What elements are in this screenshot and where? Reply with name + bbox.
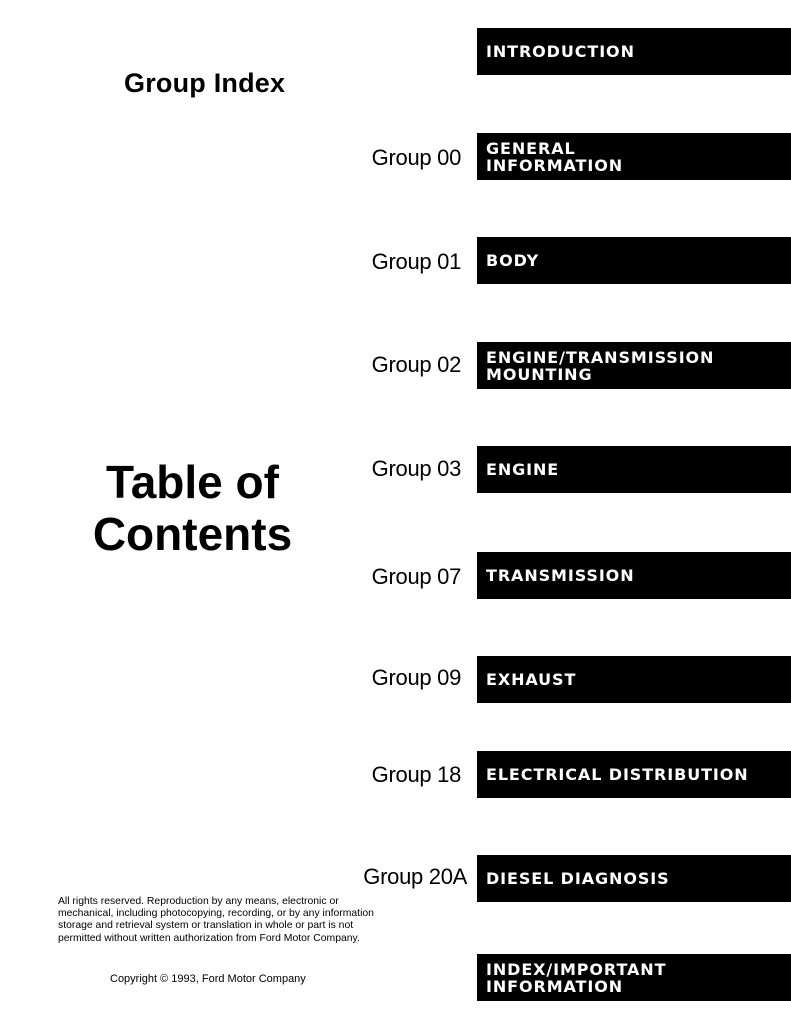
group-label-07: Group 07	[371, 564, 461, 589]
tab-label-line-1: GENERAL	[486, 138, 576, 158]
tab-introduction[interactable]	[477, 28, 791, 75]
tab-label-line-1: INDEX/IMPORTANT	[486, 959, 667, 979]
tab-label-line-1: ENGINE/TRANSMISSION	[486, 347, 715, 367]
tab-exhaust[interactable]	[477, 656, 791, 703]
tab-label-line-2: INFORMATION	[486, 976, 624, 996]
tab-label-line-2: INFORMATION	[486, 155, 624, 175]
group-label-02: Group 02	[371, 352, 461, 377]
group-label-09: Group 09	[371, 665, 461, 690]
tab-transmission[interactable]	[477, 552, 791, 599]
tab-electrical-distribution[interactable]	[477, 751, 791, 798]
group-label-00: Group 00	[371, 145, 461, 170]
legal-notice: All rights reserved. Reproduction by any means, electronic or mechanical, including photocopying, recording, or by any information storage and retrieval system or translation in whole or part is not permitted without written authorization from Ford Motor Company.	[58, 896, 374, 944]
group-label-20a: Group 20A	[363, 864, 467, 889]
group-label-03: Group 03	[371, 456, 461, 481]
tab-label: ENGINE	[486, 460, 560, 479]
copyright-notice: Copyright © 1993, Ford Motor Company	[110, 973, 306, 985]
tab-label: BODY	[486, 251, 540, 270]
tab-label: TRANSMISSION	[486, 566, 635, 585]
tab-label: EXHAUST	[486, 670, 577, 689]
group-label-01: Group 01	[371, 249, 461, 274]
tab-engine-transmission-mounting[interactable]	[477, 342, 791, 389]
tab-label: ELECTRICAL DISTRIBUTION	[486, 765, 749, 784]
tab-diesel-diagnosis[interactable]	[477, 855, 791, 902]
tab-body[interactable]	[477, 237, 791, 284]
title-line-1: Table of	[106, 456, 279, 508]
tab-engine[interactable]	[477, 446, 791, 493]
tab-general-information[interactable]	[477, 133, 791, 180]
group-label-18: Group 18	[371, 762, 461, 787]
tab-label-line-2: MOUNTING	[486, 364, 593, 384]
tab-index-important-information[interactable]	[477, 954, 791, 1001]
group-index-heading: Group Index	[124, 68, 286, 98]
table-of-contents-title	[60, 456, 325, 560]
tab-label: INTRODUCTION	[486, 42, 635, 61]
tab-label: DIESEL DIAGNOSIS	[486, 869, 670, 888]
title-line-2: Contents	[92, 508, 293, 560]
